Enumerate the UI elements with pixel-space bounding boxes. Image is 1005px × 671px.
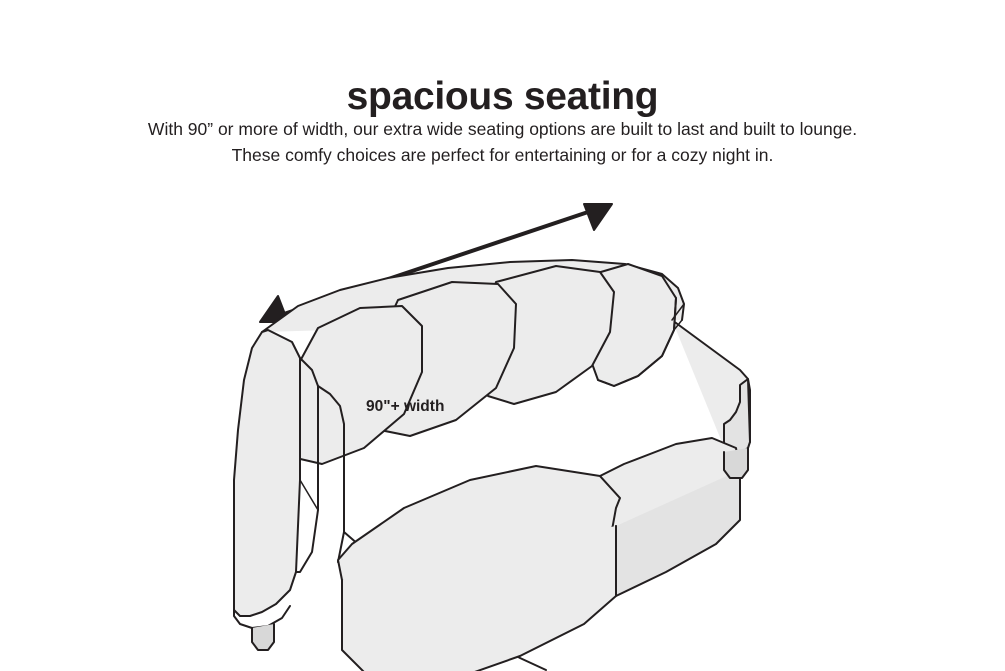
sofa-illustration — [0, 180, 1005, 671]
description-text — [0, 116, 1005, 169]
dimension-label: 90"+ width — [366, 398, 445, 415]
page-title: spacious seating — [346, 75, 659, 119]
sofa-diagram — [0, 180, 1005, 671]
description-line-2: These comfy choices are perfect for entertaining or for a cozy night in. — [231, 145, 774, 166]
description-line-1: With 90” or more of width, our extra wide seating options are built to last and built to lounge. — [147, 119, 858, 139]
